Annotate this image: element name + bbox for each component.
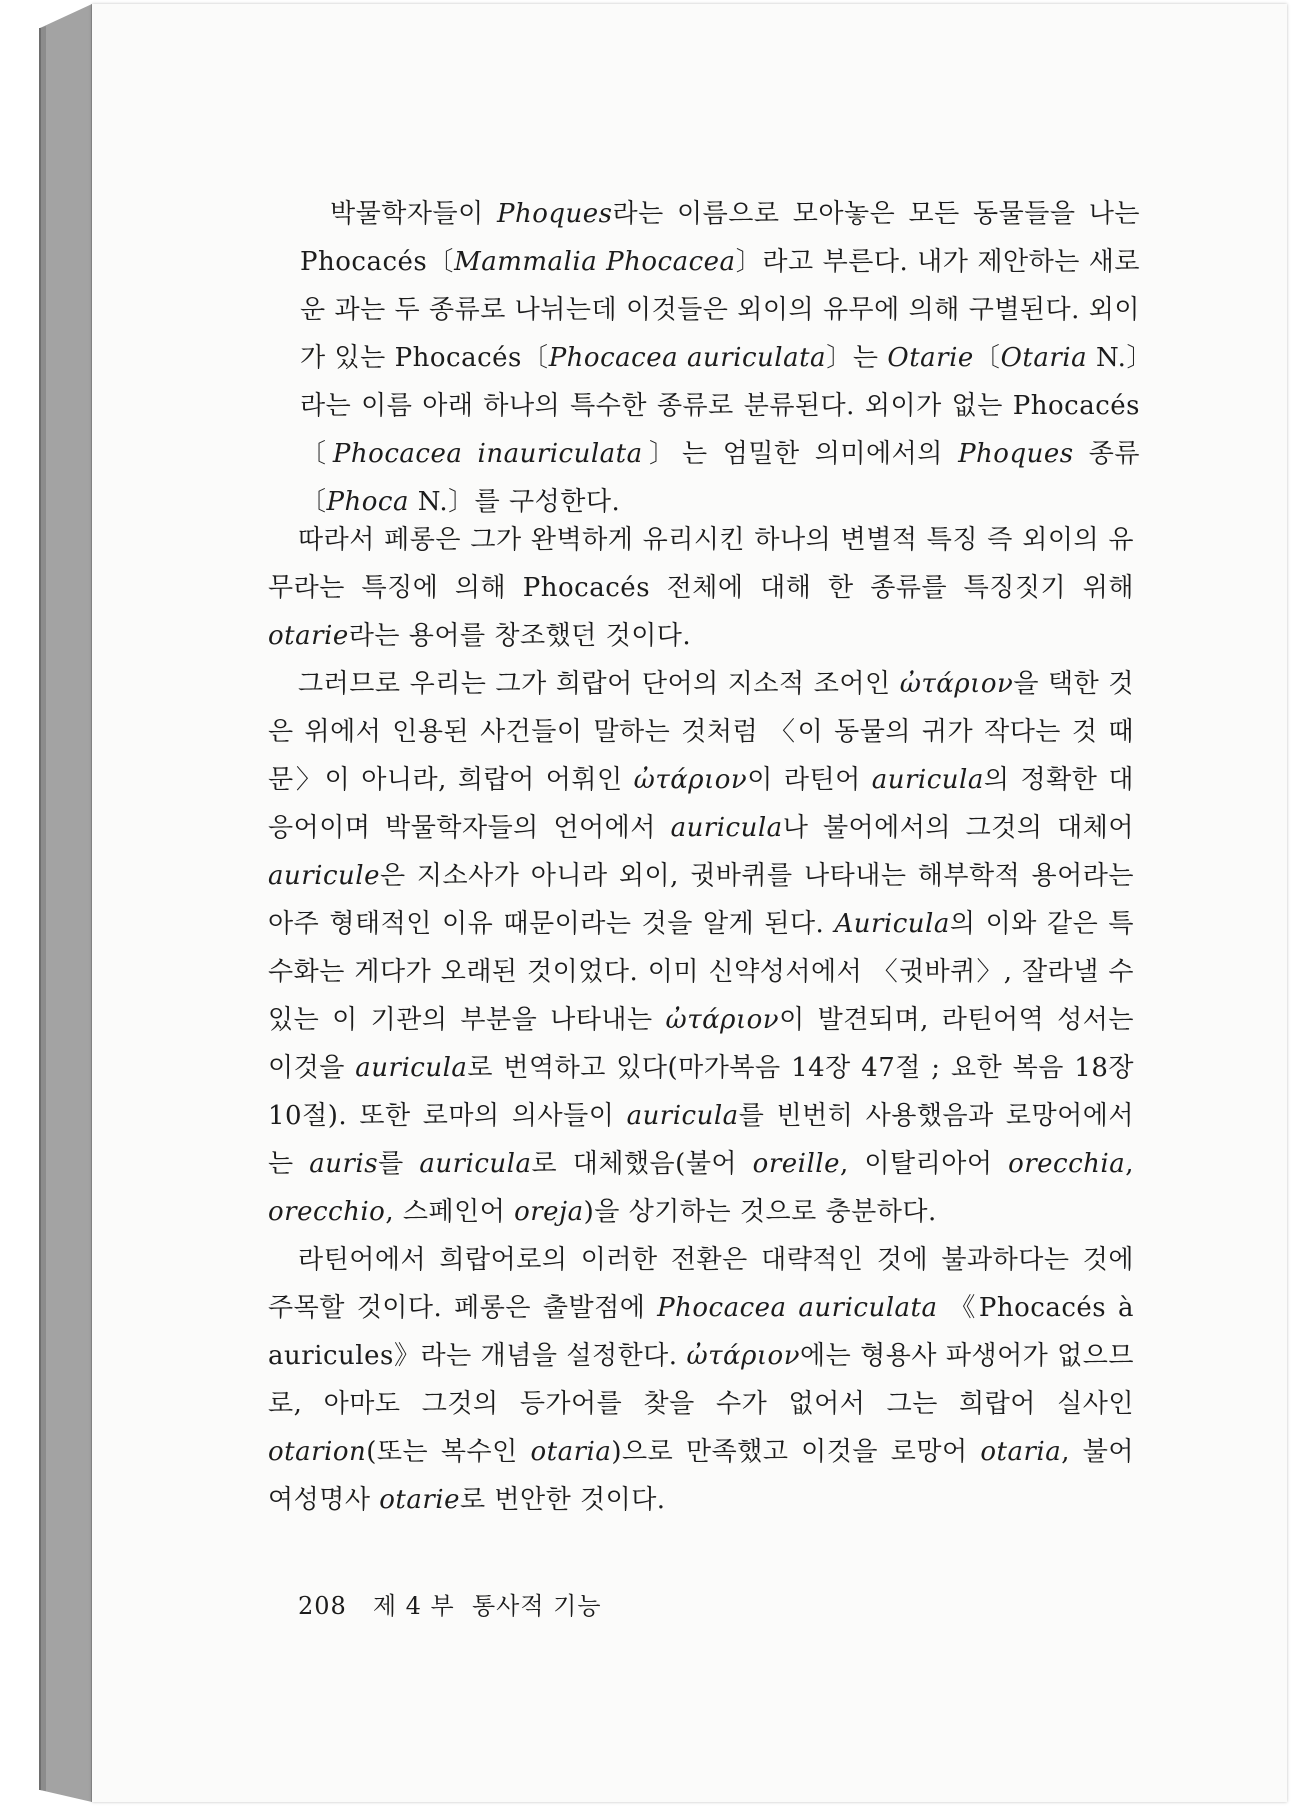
page-number: 208 [298,1592,347,1620]
running-head: 제 4 부 통사적 기능 [372,1592,602,1620]
paragraph-2: 그러므로 우리는 그가 희랍어 단어의 지소적 조어인 ὠτάριον을 택한 것은 위에서 인용된 사건들이 말하는 것처럼 〈이 동물의 귀가 작다는 것 때문〉이 아니라, 희랍어 어휘인 ὠτάριον이 라틴어 auricula의 정확한 대응어이며 박물학자들의 언어에서 auricula나 불어에서의 그것의 대체어 auricule은 지소사가 아니라 외이, 귓바퀴를 나타내는 해부학적 용어라는 아주 형태적인 이유 때문이라는 것을 알게 된다. Auricula의 이와 같은 특수화는 게다가 오래된 것이었다. 이미 신약성서에서 〈귓바퀴〉, 잘라낼 수 있는 이 기관의 부분을 나타내는 ὠτάριον이 발견되며, 라틴어역 성서는 이것을 auricula로 번역하고 있다(마가복음 14장 47절 ; 요한 복음 18장 10절). 또한 로마의 의사들이 auricula를 빈번히 사용했음과 로망어에서는 auris를 auricula로 대체했음(불어 oreille, 이탈리아어 orecchia, orecchio, 스페인어 oreja)을 상기하는 것으로 충분하다. [268,669,1135,1227]
quoted-passage [300,190,1140,526]
paragraph-3: 라틴어에서 희랍어로의 이러한 전환은 대략적인 것에 불과하다는 것에 주목할 것이다. 페롱은 출발점에 Phocacea auriculata 《Phocacés à auricules》라는 개념을 설정한다. ὠτάριον에는 형용사 파생어가 없으므로, 아마도 그것의 등가어를 찾을 수가 없어서 그는 희랍어 실사인 otarion(또는 복수인 otaria)으로 만족했고 이것을 로망어 otaria, 불어 여성명사 otarie로 번안한 것이다. [268,1245,1135,1515]
paragraph-1: 따라서 페롱은 그가 완벽하게 유리시킨 하나의 변별적 특징 즉 외이의 유무라는 특징에 의해 Phocacés 전체에 대해 한 종류를 특징짓기 위해 otarie라는 용어를 창조했던 것이다. [268,525,1134,651]
page-footer [298,1586,602,1621]
quote-paragraph: 박물학자들이 Phoques라는 이름으로 모아놓은 모든 동물들을 나는 Phocacés〔Mammalia Phocacea〕라고 부른다. 내가 제안하는 새로운 과는 두 종류로 나뉘는데 이것들은 외이의 유무에 의해 구별된다. 외이가 있는 Phocacés〔Phocacea auriculata〕는 Otarie〔Otaria N.〕라는 이름 아래 하나의 특수한 종류로 분류된다. 외이가 없는 Phocacés〔Phocacea inauriculata〕는 엄밀한 의미에서의 Phoques 종류〔Phoca N.〕를 구성한다. [300,199,1140,517]
body-text [268,516,1134,1524]
book-edge [0,0,100,1806]
